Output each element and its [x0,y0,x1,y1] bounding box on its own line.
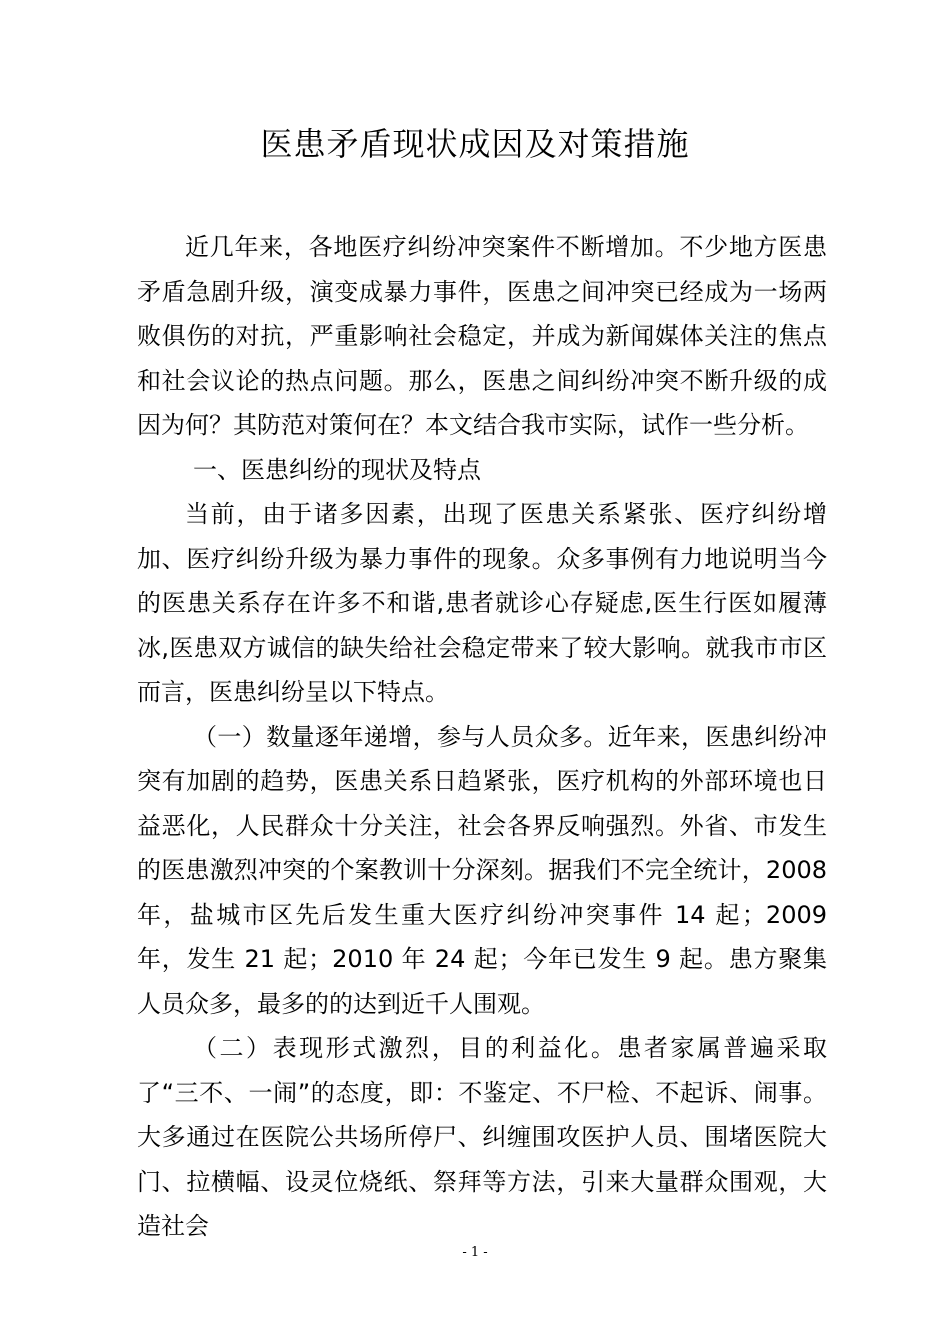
section-heading: 一、医患纠纷的现状及特点 [193,455,481,484]
intro-paragraph: 近几年来，各地医疗纠纷冲突案件不断增加。不少地方医患矛盾急剧升级，演变成暴力事件，医患之间冲突已经成为一场两败俱伤的对抗，严重影响社会稳定，并成为新闻媒体关注的焦点和社会议论的热点问题。那么，医患之间纠纷冲突不断升级的成因为何？其防范对策何在？本文结合我市实际，试作一些分析。 [137,233,827,439]
section-intro-paragraph: 当前，由于诸多因素，出现了医患关系紧张、医疗纠纷增加、医疗纠纷升级为暴力事件的现象。众多事例有力地说明当今的医患关系存在许多不和谐,患者就诊心存疑虑,医生行医如履薄冰,医患双方诚信的缺失给社会稳定带来了较大影响。就我市市区而言，医患纠纷呈以下特点。 [137,500,827,706]
point-one-paragraph: （一）数量逐年递增，参与人员众多。近年来，医患纠纷冲突有加剧的趋势，医患关系日趋紧张，医疗机构的外部环境也日益恶化，人民群众十分关注，社会各界反响强烈。外省、市发生的医患激烈冲突的个案教训十分深刻。据我们不完全统计，2008年，盐城市区先后发生重大医疗纠纷冲突事件 14 起；2009 年，发生 21 起；2010 年 24 起；今年已发生 9 起。患方聚集人员众多，最多的的达到近千人围观。 [137,722,827,1018]
document-body [137,225,827,1249]
document-title: 医患矛盾现状成因及对策措施 [260,125,690,163]
page-number: - 1 - [462,1245,488,1260]
point-two-paragraph: （二）表现形式激烈，目的利益化。患者家属普遍采取了“三不、一闹”的态度，即：不鉴定、不尸检、不起诉、闹事。大多通过在医院公共场所停尸、纠缠围攻医护人员、围堵医院大门、拉横幅、设灵位烧纸、祭拜等方法，引来大量群众围观，大造社会 [137,1034,827,1240]
